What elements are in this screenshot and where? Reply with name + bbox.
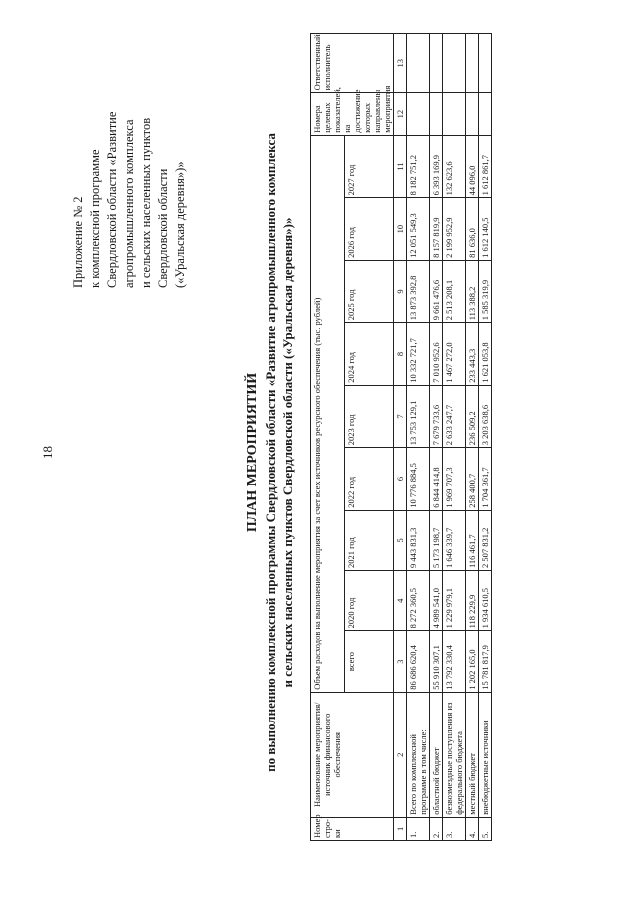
row-year-value: 10 776 884,5 xyxy=(407,448,430,510)
header-volume-group: Объем расходов на выполнение мероприятия за счет всех источников ресурсного обеспечения (тыс. рублей) xyxy=(311,135,345,692)
index-cell: 5 xyxy=(394,510,407,570)
row-year-value: 6 393 169,9 xyxy=(430,135,443,198)
index-cell: 4 xyxy=(394,571,407,631)
row-year-value: 1 969 707,3 xyxy=(443,448,466,510)
row-number: 2. xyxy=(430,817,443,840)
row-year-value: 13 753 129,1 xyxy=(407,385,430,447)
index-cell: 11 xyxy=(394,135,407,198)
page-number: 18 xyxy=(40,446,55,459)
row-total: 86 686 620,4 xyxy=(407,631,430,692)
header-year: 2024 год xyxy=(345,323,394,385)
index-cell: 10 xyxy=(394,198,407,260)
row-number: 5. xyxy=(479,817,492,840)
header-year: 2022 год xyxy=(345,448,394,510)
row-year-value: 1 229 979,1 xyxy=(443,571,466,631)
row-year-value: 2 633 247,7 xyxy=(443,385,466,447)
row-year-value: 236 509,2 xyxy=(466,385,479,447)
title-main: ПЛАН МЕРОПРИЯТИЙ xyxy=(245,372,260,533)
row-year-value: 9 443 831,3 xyxy=(407,510,430,570)
header-name: Наименование мероприятия/источник финансового обеспечения xyxy=(311,692,394,817)
table-row xyxy=(407,34,430,841)
row-executor xyxy=(443,34,466,93)
header-targets: Номера целевых показателей, на достижение которых направлены мероприятия xyxy=(311,93,394,135)
plan-table xyxy=(310,33,492,841)
index-cell: 9 xyxy=(394,260,407,322)
table-row xyxy=(430,34,443,841)
row-targets xyxy=(407,93,430,135)
index-cell: 7 xyxy=(394,385,407,447)
row-year-value: 9 661 476,6 xyxy=(430,260,443,322)
row-year-value: 3 203 638,6 xyxy=(479,385,492,447)
row-year-value: 8 182 751,2 xyxy=(407,135,430,198)
header-year: 2027 год xyxy=(345,135,394,198)
document-title xyxy=(244,0,296,905)
row-name: Всего по комплексной программе в том числе: xyxy=(407,692,430,817)
index-cell: 3 xyxy=(394,631,407,692)
index-row xyxy=(394,34,407,841)
table-row xyxy=(479,34,492,841)
row-year-value: 81 636,0 xyxy=(466,198,479,260)
index-cell: 8 xyxy=(394,323,407,385)
row-year-value: 1 704 361,7 xyxy=(479,448,492,510)
header-row-number: Номер стро-ки xyxy=(311,817,394,840)
row-name: местный бюджет xyxy=(466,692,479,817)
appendix-note xyxy=(70,28,189,288)
index-cell: 6 xyxy=(394,448,407,510)
row-executor xyxy=(466,34,479,93)
appendix-line: к комплексной программе xyxy=(88,149,102,288)
row-year-value: 1 467 272,0 xyxy=(443,323,466,385)
title-line-1: по выполнению комплексной программы Свердловской области «Развитие агропромышленного комплекса xyxy=(263,133,278,772)
row-year-value: 132 623,6 xyxy=(443,135,466,198)
index-cell: 13 xyxy=(394,34,407,93)
index-cell: 1 xyxy=(394,817,407,840)
row-targets xyxy=(430,93,443,135)
row-year-value: 1 612 140,5 xyxy=(479,198,492,260)
row-name: безвозмездные поступления из федерального бюджета xyxy=(443,692,466,817)
row-year-value: 113 388,2 xyxy=(466,260,479,322)
row-year-value: 233 443,3 xyxy=(466,323,479,385)
row-year-value: 2 199 952,9 xyxy=(443,198,466,260)
row-total: 15 781 817,9 xyxy=(479,631,492,692)
index-cell: 2 xyxy=(394,692,407,817)
header-year: 2020 год xyxy=(345,571,394,631)
title-line-2: и сельских населенных пунктов Свердловской области («Уральская деревня»)» xyxy=(280,217,295,688)
row-year-value: 8 157 819,9 xyxy=(430,198,443,260)
row-number: 1. xyxy=(407,817,430,840)
header-year: 2023 год xyxy=(345,385,394,447)
row-year-value: 1 646 339,7 xyxy=(443,510,466,570)
appendix-line: Свердловской области «Развитие xyxy=(105,111,119,288)
row-year-value: 7 010 952,6 xyxy=(430,323,443,385)
row-executor xyxy=(479,34,492,93)
row-year-value: 8 272 360,5 xyxy=(407,571,430,631)
row-total: 13 792 330,4 xyxy=(443,631,466,692)
appendix-line: агропромышленного комплекса xyxy=(122,119,136,288)
row-year-value: 1 934 610,5 xyxy=(479,571,492,631)
row-year-value: 258 400,7 xyxy=(466,448,479,510)
appendix-line: («Уральская деревня»)» xyxy=(173,161,187,288)
table-header-row xyxy=(311,34,345,841)
row-year-value: 2 507 831,2 xyxy=(479,510,492,570)
row-year-value: 44 096,0 xyxy=(466,135,479,198)
row-year-value: 5 173 198,7 xyxy=(430,510,443,570)
row-year-value: 12 051 549,3 xyxy=(407,198,430,260)
row-year-value: 118 229,9 xyxy=(466,571,479,631)
row-targets xyxy=(466,93,479,135)
header-executor: Ответственный исполнитель xyxy=(311,34,394,93)
table-row xyxy=(443,34,466,841)
row-year-value: 1 585 319,9 xyxy=(479,260,492,322)
row-year-value: 13 873 392,8 xyxy=(407,260,430,322)
row-number: 3. xyxy=(443,817,466,840)
row-name: внебюджетные источники xyxy=(479,692,492,817)
header-year: 2026 год xyxy=(345,198,394,260)
index-cell: 12 xyxy=(394,93,407,135)
header-total: всего xyxy=(345,631,394,692)
row-executor xyxy=(407,34,430,93)
row-year-value: 4 989 541,0 xyxy=(430,571,443,631)
table-row xyxy=(466,34,479,841)
row-year-value: 7 679 733,6 xyxy=(430,385,443,447)
row-total: 1 202 165,0 xyxy=(466,631,479,692)
row-year-value: 1 621 053,8 xyxy=(479,323,492,385)
row-targets xyxy=(443,93,466,135)
appendix-line: и сельских населенных пунктов xyxy=(139,117,153,288)
row-number: 4. xyxy=(466,817,479,840)
row-year-value: 1 612 861,7 xyxy=(479,135,492,198)
row-targets xyxy=(479,93,492,135)
row-total: 55 910 307,1 xyxy=(430,631,443,692)
row-year-value: 6 844 414,8 xyxy=(430,448,443,510)
row-executor xyxy=(430,34,443,93)
appendix-line: Свердловской области xyxy=(156,168,170,288)
row-year-value: 2 513 208,1 xyxy=(443,260,466,322)
row-year-value: 10 332 721,7 xyxy=(407,323,430,385)
header-year: 2025 год xyxy=(345,260,394,322)
header-year: 2021 год xyxy=(345,510,394,570)
row-name: областной бюджет xyxy=(430,692,443,817)
row-year-value: 116 461,7 xyxy=(466,510,479,570)
appendix-line: Приложение № 2 xyxy=(71,196,85,288)
